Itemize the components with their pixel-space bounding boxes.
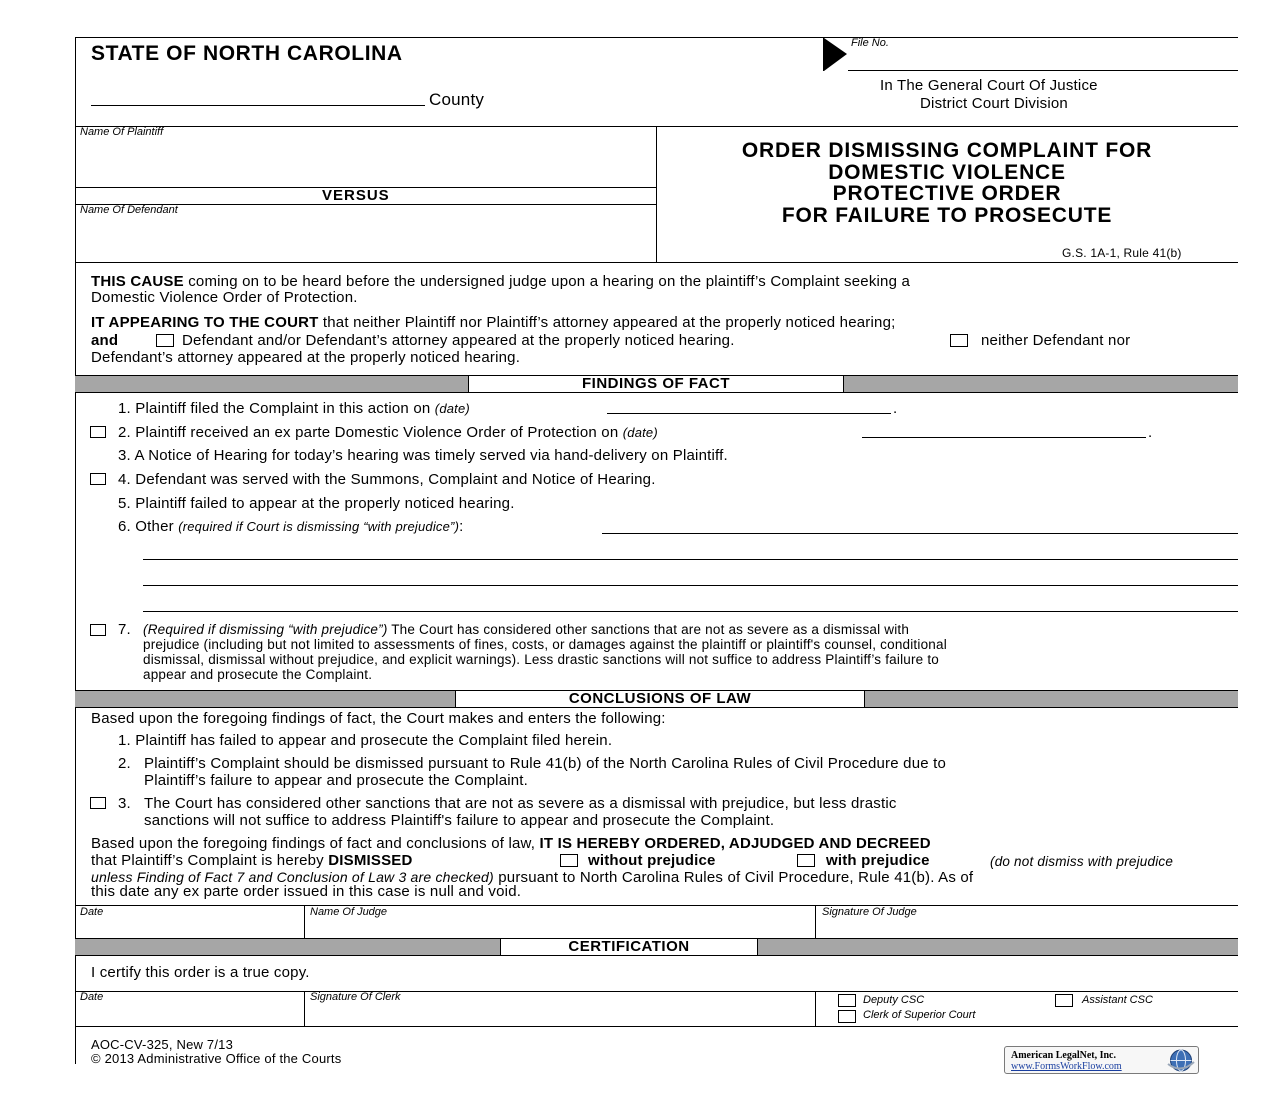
file-no-label: File No. [851, 37, 889, 49]
cause-line-2: Domestic Violence Order of Protection. [91, 289, 358, 306]
certification-band [75, 938, 1238, 956]
finding-2: 2. Plaintiff received an ex parte Domestic Violence Order of Protection on (date) [118, 424, 658, 441]
deputy-csc-label: Deputy CSC [863, 994, 925, 1006]
with-prejudice-checkbox[interactable] [797, 854, 815, 867]
judge-date-field[interactable] [76, 919, 303, 938]
without-prejudice-checkbox[interactable] [560, 854, 578, 867]
cause-line-1: THIS CAUSE coming on to be heard before the undersigned judge upon a hearing on the plaintiff’s Complaint seeking a [91, 273, 911, 290]
without-prejudice-label: without prejudice [588, 852, 716, 869]
globe-icon [1165, 1048, 1197, 1073]
plaintiff-name-field[interactable] [76, 140, 656, 186]
legalnet-badge[interactable] [1004, 1046, 1199, 1074]
defendant-appeared-checkbox[interactable] [156, 334, 174, 347]
order-note-1: (do not dismiss with prejudice [990, 854, 1174, 869]
certification-text: I certify this order is a true copy. [91, 964, 310, 981]
conclusion-2-num: 2. [118, 755, 131, 772]
finding-2-period: . [1148, 424, 1153, 441]
defendant-label: Name Of Defendant [80, 204, 178, 216]
defendant-name-field[interactable] [76, 218, 656, 261]
judge-name-label: Name Of Judge [310, 906, 388, 918]
order-line-4: this date any ex parte order issued in this case is null and void. [91, 883, 522, 900]
finding-7-line-3: dismissal, dismissal without prejudice, and explicit warnings). Less drastic sanctions will not suffice to address Plaintiff’s failure to [143, 652, 939, 667]
conclusions-heading: CONCLUSIONS OF LAW [455, 691, 865, 707]
clerk-superior-label: Clerk of Superior Court [863, 1009, 976, 1021]
date-label: Date [80, 906, 104, 918]
conclusion-3-checkbox[interactable] [90, 797, 106, 809]
plaintiff-label: Name Of Plaintiff [80, 126, 164, 138]
finding-1-date-field[interactable] [607, 413, 891, 414]
court-line-2: District Court Division [920, 95, 1068, 112]
assistant-csc-label: Assistant CSC [1082, 994, 1153, 1006]
statute-ref: G.S. 1A-1, Rule 41(b) [1062, 246, 1182, 260]
neither-defendant-checkbox[interactable] [950, 334, 968, 347]
finding-7-line-1: (Required if dismissing “with prejudice”) The Court has considered other sanctions that are not as severe as a dismissal with [143, 622, 910, 637]
assistant-csc-checkbox[interactable] [1055, 994, 1073, 1007]
order-line-1: Based upon the foregoing findings of fact and conclusions of law, IT IS HEREBY ORDERED, ADJUDGED AND DECREED [91, 835, 931, 852]
deputy-csc-checkbox[interactable] [838, 994, 856, 1007]
findings-heading: FINDINGS OF FACT [468, 376, 844, 392]
finding-6: 6. Other (required if Court is dismissing “with prejudice”): [118, 518, 464, 535]
order-line-2: that Plaintiff’s Complaint is hereby DISMISSED [91, 852, 413, 869]
form-title: ORDER DISMISSING COMPLAINT FOR DOMESTIC VIOLENCE PROTECTIVE ORDER FOR FAILURE TO PROSECUTE [741, 139, 1153, 227]
finding-2-date-field[interactable] [862, 437, 1146, 438]
versus-label: VERSUS [322, 187, 390, 204]
finding-4-checkbox[interactable] [90, 473, 106, 485]
court-line-1: In The General Court Of Justice [880, 77, 1098, 94]
clerk-signature-field[interactable] [305, 1005, 814, 1025]
conclusions-intro: Based upon the foregoing findings of fact, the Court makes and enters the following: [91, 710, 666, 727]
judge-signature-field[interactable] [816, 919, 1237, 938]
clerk-signature-label: Signature Of Clerk [310, 991, 401, 1003]
findings-band [75, 375, 1238, 393]
file-no-arrow-icon [823, 38, 849, 72]
neither-defendant-line-2: Defendant’s attorney appeared at the properly noticed hearing. [91, 349, 521, 366]
conclusion-1: 1. Plaintiff has failed to appear and prosecute the Complaint filed herein. [118, 732, 613, 749]
with-prejudice-label: with prejudice [826, 852, 930, 869]
finding-7-line-4: appear and prosecute the Complaint. [143, 667, 373, 682]
finding-5: 5. Plaintiff failed to appear at the properly noticed hearing. [118, 495, 515, 512]
conclusion-3-num: 3. [118, 795, 131, 812]
cert-date-label: Date [80, 991, 104, 1003]
conclusion-2-line-1: Plaintiff’s Complaint should be dismissed pursuant to Rule 41(b) of the North Carolina Rules of Civil Procedure due to [144, 755, 947, 772]
other-finding-line-4[interactable] [143, 611, 1238, 612]
order-line-3: unless Finding of Fact 7 and Conclusion of Law 3 are checked) pursuant to North Carolina Rules of Civil Procedure, Rule 41(b). As of [91, 869, 974, 886]
defendant-appeared-text: Defendant and/or Defendant’s attorney appeared at the properly noticed hearing. [182, 332, 735, 349]
conclusion-3-line-2: sanctions will not suffice to address Plaintiff's failure to appear and prosecute the Complaint. [144, 812, 775, 829]
other-finding-line-2[interactable] [143, 559, 1238, 560]
finding-7-checkbox[interactable] [90, 624, 106, 636]
conclusions-band [75, 690, 1238, 708]
finding-7-line-2: prejudice (including but not limited to assessments of fines, costs, or damages against the plaintiff or plaintiff's counsel, conditional [143, 637, 947, 652]
certification-heading: CERTIFICATION [500, 939, 758, 955]
clerk-superior-checkbox[interactable] [838, 1010, 856, 1023]
finding-1-period: . [893, 400, 898, 417]
appearing-line: IT APPEARING TO THE COURT that neither Plaintiff nor Plaintiff’s attorney appeared at the properly noticed hearing; [91, 314, 896, 331]
finding-7-num: 7. [118, 621, 131, 638]
badge-name: American LegalNet, Inc. [1011, 1050, 1116, 1061]
county-blank[interactable] [91, 105, 425, 106]
state-title: STATE OF NORTH CAROLINA [91, 42, 403, 65]
finding-4: 4. Defendant was served with the Summons, Complaint and Notice of Hearing. [118, 471, 656, 488]
other-finding-line-1[interactable] [602, 533, 1238, 534]
finding-1: 1. Plaintiff filed the Complaint in this action on (date) [118, 400, 470, 417]
judge-signature-label: Signature Of Judge [822, 906, 917, 918]
form-id: AOC-CV-325, New 7/13 [91, 1037, 234, 1052]
badge-url[interactable]: www.FormsWorkFlow.com [1011, 1061, 1122, 1072]
finding-2-checkbox[interactable] [90, 426, 106, 438]
file-no-field[interactable] [848, 70, 1238, 71]
finding-3: 3. A Notice of Hearing for today’s hearing was timely served via hand-delivery on Plaintiff. [118, 447, 728, 464]
conclusion-3-line-1: The Court has considered other sanctions that are not as severe as a dismissal with prejudice, but less drastic [144, 795, 897, 812]
judge-name-field[interactable] [305, 919, 814, 938]
and-label: and [91, 332, 119, 349]
cert-date-field[interactable] [76, 1005, 303, 1025]
neither-defendant-text: neither Defendant nor [981, 332, 1131, 349]
conclusion-2-line-2: Plaintiff’s failure to appear and prosecute the Complaint. [144, 772, 529, 789]
copyright: © 2013 Administrative Office of the Courts [91, 1051, 342, 1066]
other-finding-line-3[interactable] [143, 585, 1238, 586]
county-label: County [429, 90, 485, 109]
